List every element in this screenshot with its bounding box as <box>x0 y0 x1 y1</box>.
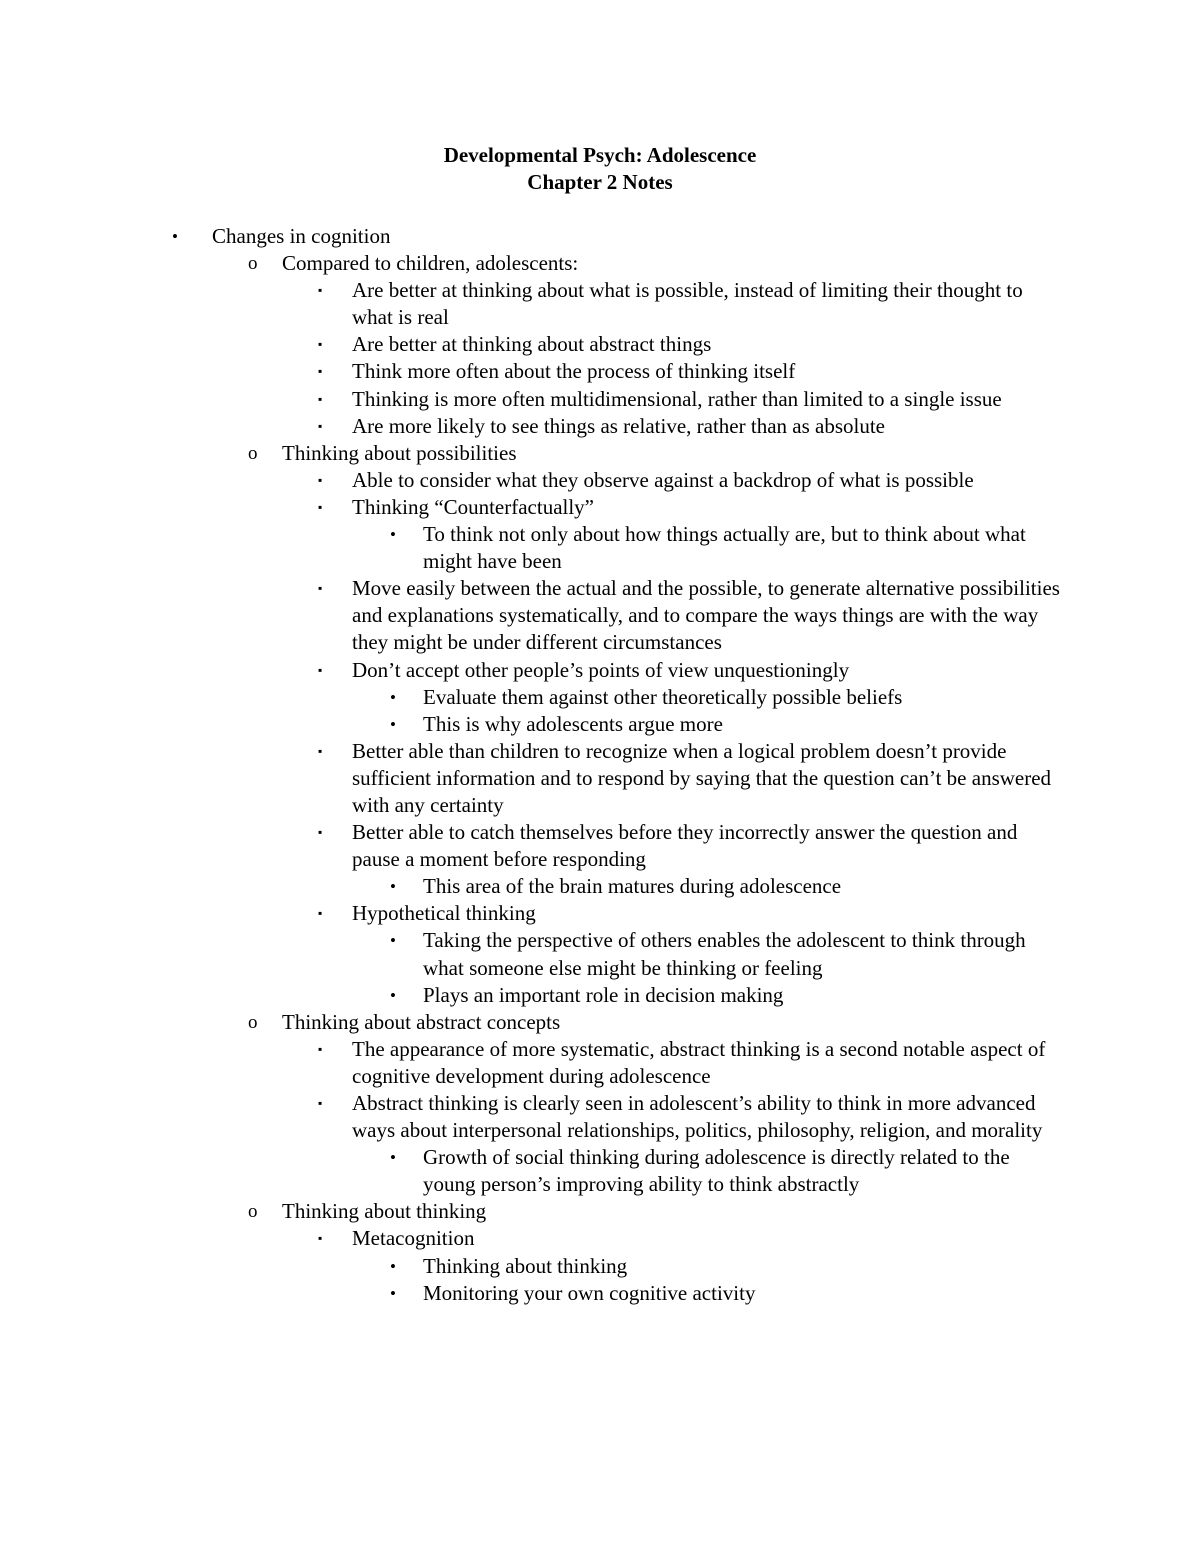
outline-text: Thinking about abstract concepts <box>282 1009 561 1034</box>
bullet-square-icon: ▪ <box>318 337 323 352</box>
outline-text: Thinking about thinking <box>423 1253 628 1278</box>
outline-item <box>0 1225 1200 1252</box>
outline-text: Able to consider what they observe against a backdrop of what is possible <box>352 467 974 492</box>
bullet-disc-icon: • <box>390 1148 396 1168</box>
bullet-disc-icon: • <box>390 525 396 545</box>
outline-item <box>0 277 1200 331</box>
bullet-square-icon: ▪ <box>318 283 323 298</box>
bullet-disc-icon: • <box>390 1283 396 1303</box>
bullet-square-icon: ▪ <box>318 364 323 379</box>
outline-text: Abstract thinking is clearly seen in adolescent’s ability to think in more advanced ways about interpersonal relationships, politics, philosophy, religion, and morality <box>352 1091 1043 1143</box>
outline-item <box>0 575 1200 656</box>
outline-text: Are more likely to see things as relative, rather than as absolute <box>352 413 885 438</box>
outline-item <box>0 1144 1200 1198</box>
outline-text: Hypothetical thinking <box>352 901 536 926</box>
outline-item <box>0 711 1200 738</box>
bullet-disc-icon: • <box>390 1256 396 1276</box>
outline-text: Thinking about possibilities <box>282 440 517 465</box>
bullet-disc-icon: • <box>390 687 396 707</box>
bullet-square-icon: ▪ <box>318 662 323 677</box>
bullet-circle-icon: o <box>248 253 258 275</box>
bullet-square-icon: ▪ <box>318 1231 323 1246</box>
bullet-square-icon: ▪ <box>318 499 323 514</box>
bullet-disc-icon: • <box>390 877 396 897</box>
bullet-square-icon: ▪ <box>318 1041 323 1056</box>
outline-text: This is why adolescents argue more <box>423 711 723 736</box>
outline-text: The appearance of more systematic, abstract thinking is a second notable aspect of cognitive development during adolescence <box>352 1036 1046 1088</box>
outline-text: Compared to children, adolescents: <box>282 251 579 276</box>
outline-text: To think not only about how things actually are, but to think about what might have been <box>423 522 1026 574</box>
outline-text: Plays an important role in decision making <box>423 982 784 1007</box>
notes-outline <box>0 223 1200 1307</box>
outline-item <box>0 1036 1200 1090</box>
outline-text: Better able than children to recognize when a logical problem doesn’t provide sufficient information and to respond by saying that the question can’t be answered with any certainty <box>352 738 1052 817</box>
bullet-square-icon: ▪ <box>318 1096 323 1110</box>
outline-item <box>0 386 1200 413</box>
outline-item <box>0 657 1200 684</box>
bullet-circle-icon: o <box>248 1011 258 1033</box>
bullet-square-icon: ▪ <box>318 391 323 406</box>
bullet-disc-icon: • <box>390 714 396 734</box>
outline-item <box>0 331 1200 358</box>
outline-item <box>0 684 1200 711</box>
outline-text: Thinking “Counterfactually” <box>352 494 595 519</box>
outline-item <box>0 467 1200 494</box>
outline-item-thinking-about-abstract-concepts <box>0 1009 1200 1036</box>
outline-text: Don’t accept other people’s points of view unquestioningly <box>352 657 850 682</box>
outline-item <box>0 1253 1200 1280</box>
outline-text: Metacognition <box>352 1226 475 1251</box>
outline-text: Are better at thinking about abstract things <box>352 332 712 357</box>
bullet-disc-icon: • <box>390 931 396 951</box>
outline-text: Evaluate them against other theoretically possible beliefs <box>423 684 903 709</box>
outline-item-thinking-about-thinking <box>0 1198 1200 1225</box>
outline-text: This area of the brain matures during adolescence <box>423 874 842 899</box>
bullet-disc-icon: • <box>390 985 396 1005</box>
outline-item <box>0 1090 1200 1144</box>
outline-item <box>0 1280 1200 1307</box>
outline-item <box>0 738 1200 819</box>
bullet-square-icon: ▪ <box>318 825 323 840</box>
outline-item <box>0 900 1200 927</box>
outline-item <box>0 358 1200 385</box>
document-title: Developmental Psych: Adolescence <box>443 143 757 167</box>
outline-text: Taking the perspective of others enables the adolescent to think through what someone else might be thinking or feeling <box>423 928 1026 980</box>
outline-text: Move easily between the actual and the possible, to generate alternative possibilities and explanations systematically, and to compare the ways things are with the way they might be under different circumstances <box>352 576 1060 655</box>
outline-text: Are better at thinking about what is possible, instead of limiting their thought to what is real <box>352 278 1023 330</box>
document-subtitle: Chapter 2 Notes <box>527 170 673 194</box>
outline-text: Changes in cognition <box>212 224 391 248</box>
bullet-square-icon: ▪ <box>318 472 323 487</box>
outline-item <box>0 982 1200 1009</box>
outline-item-thinking-about-possibilities <box>0 440 1200 467</box>
bullet-square-icon: ▪ <box>318 743 323 758</box>
outline-text: Growth of social thinking during adolescence is directly related to the young person’s improving ability to think abstractly <box>423 1145 1010 1197</box>
bullet-circle-icon: o <box>248 1201 258 1223</box>
outline-text: Monitoring your own cognitive activity <box>423 1280 756 1305</box>
bullet-circle-icon: o <box>248 442 258 464</box>
outline-text: Think more often about the process of thinking itself <box>352 359 796 384</box>
bullet-square-icon: ▪ <box>318 418 323 433</box>
outline-item <box>0 413 1200 440</box>
outline-item <box>0 819 1200 873</box>
bullet-square-icon: ▪ <box>318 906 323 921</box>
outline-text: Better able to catch themselves before they incorrectly answer the question and pause a moment before responding <box>352 820 1018 872</box>
outline-item <box>0 521 1200 575</box>
title-block <box>0 142 1200 196</box>
outline-text: Thinking is more often multidimensional, rather than limited to a single issue <box>352 386 1002 411</box>
outline-item <box>0 873 1200 900</box>
outline-item <box>0 927 1200 981</box>
bullet-disc-icon: • <box>172 227 178 246</box>
outline-item <box>0 494 1200 521</box>
outline-item-changes-in-cognition <box>0 223 1200 250</box>
outline-text: Thinking about thinking <box>282 1199 487 1224</box>
outline-item-compared-to-children <box>0 250 1200 277</box>
bullet-square-icon: ▪ <box>318 581 323 596</box>
